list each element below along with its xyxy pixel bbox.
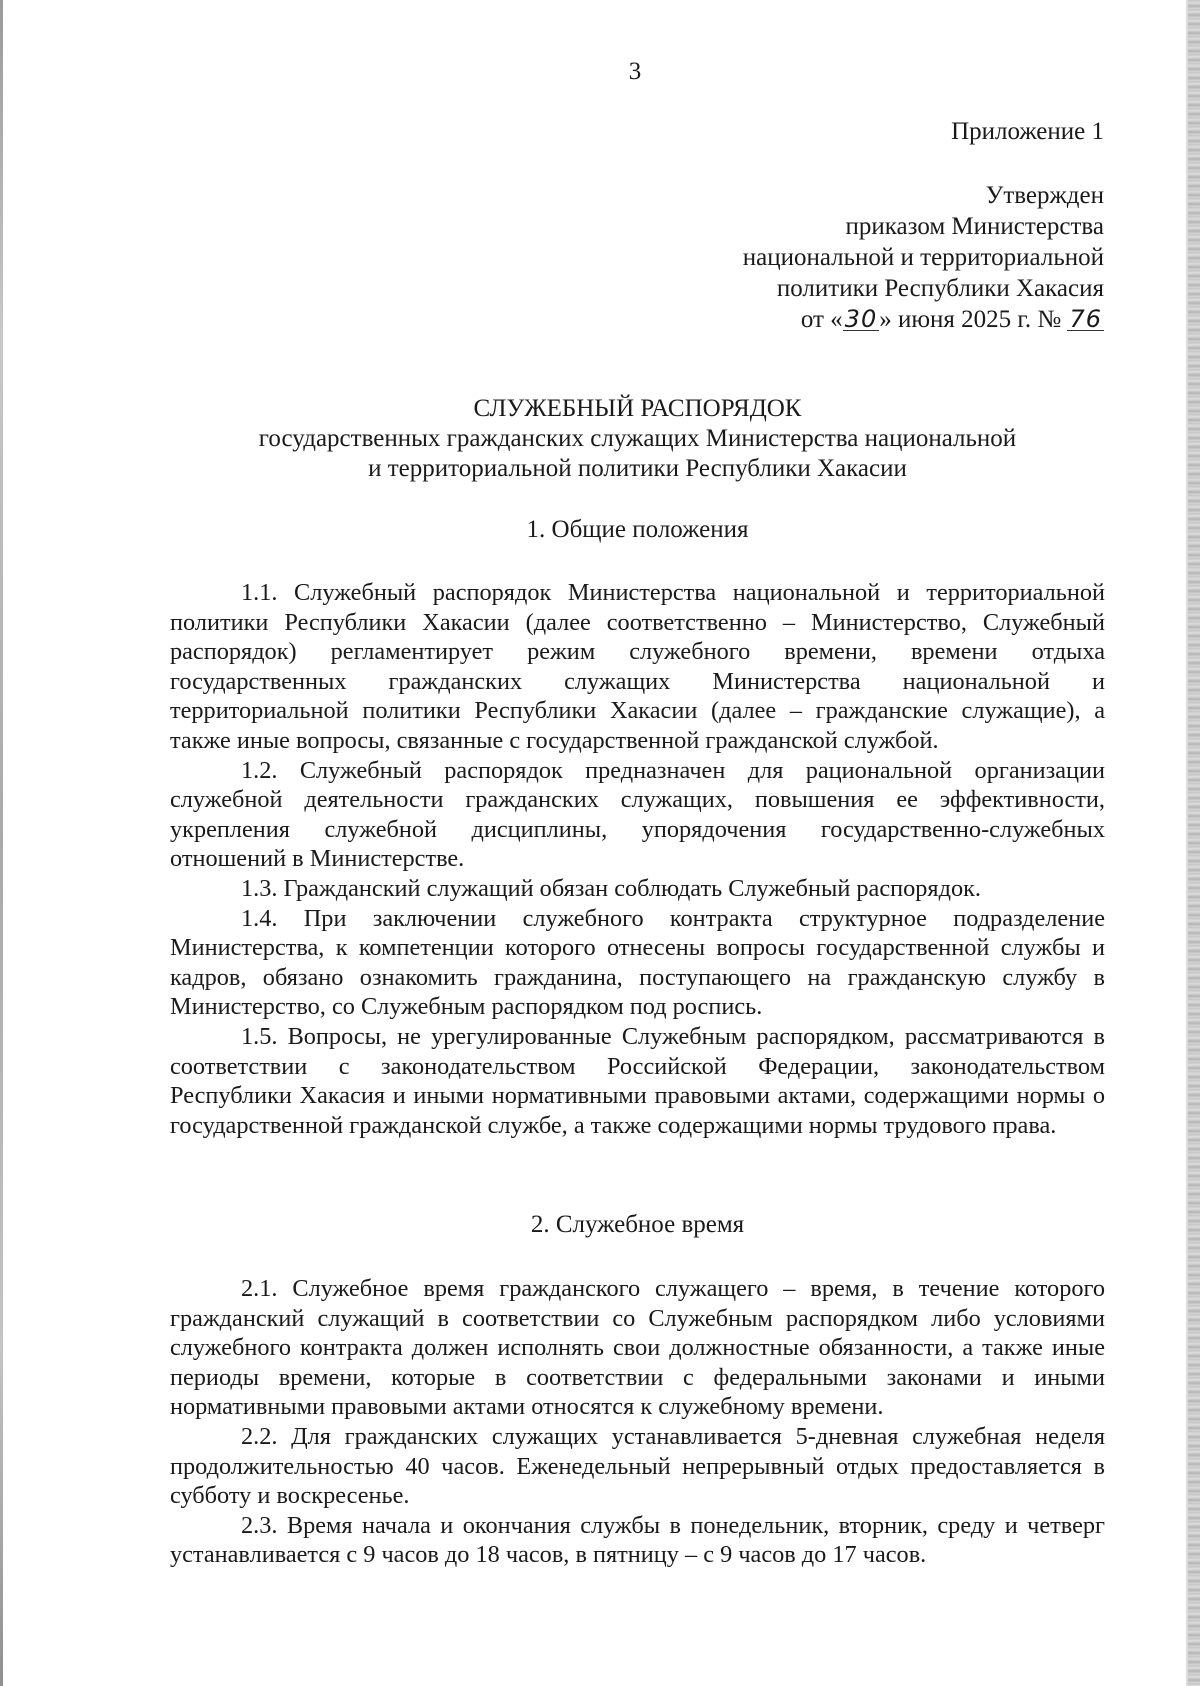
approval-line-3: национальной и территориальной [742,244,1104,271]
approval-line-4: политики Республики Хакасия [776,275,1104,302]
paragraph-1-1: 1.1. Служебный распорядок Министерства национальной и территориальной политики Республики Хакасии (далее соответственно – Министерство, Служебный распорядок) регламентирует режим служебного времени, времени отдыха государственных гражданских служащих Министерства национальной и территориальной политики Республики Хакасии (далее – гражданские служащие), а также иные вопросы, связанные с государственной гражданской службой. [170,579,1105,754]
section-heading-1: 1. Общие положения [526,516,749,543]
handwritten-order-number: 76 [1069,305,1102,333]
paragraph-2-3: 2.3. Время начала и окончания службы в понедельник, вторник, среду и четверг устанавливается с 9 часов до 18 часов, в пятницу – с 9 часов до 17 часов. [170,1511,1105,1569]
title-line-3: и территориальной политики Республики Хакасии [368,455,907,482]
title-line-2: государственных гражданских служащих Министерства национальной [258,425,1017,452]
approval-line-1: Утвержден [985,182,1104,209]
approval-date-line [743,304,1104,335]
paragraph-1-3: 1.3. Гражданский служащий обязан соблюдать Служебный распорядок. [241,874,981,902]
date-middle: » июня 2025 г. № [879,306,1062,333]
date-prefix: от « [800,306,843,333]
handwritten-day: 30 [844,305,878,333]
section-2-body [170,1274,1105,1570]
paragraph-1-5: 1.5. Вопросы, не урегулированные Служебным распорядком, рассматриваются в соответствии с законодательством Российской Федерации, законодательством Республики Хакасия и иными нормативными правовыми актами, содержащими нормы о государственной гражданской службе, а также содержащими нормы трудового права. [170,1022,1105,1139]
paragraph-1-4: 1.4. При заключении служебного контракта структурное подразделение Министерства, к компетенции которого отнесены вопросы государственной службы и кадров, обязано ознакомить гражданина, поступающего на гражданскую службу в Министерство, со Служебным распорядком под роспись. [170,904,1105,1021]
appendix-label: Приложение 1 [951,118,1104,145]
section-heading-2: 2. Служебное время [530,1211,745,1238]
section-1-body [170,578,1105,1140]
paragraph-1-2: 1.2. Служебный распорядок предназначен для рациональной организации служебной деятельности гражданских служащих, повышения ее эффективности, укрепления служебной дисциплины, упорядочения государственно-служебных отношений в Министерстве. [170,756,1105,873]
paragraph-2-2: 2.2. Для гражданских служащих устанавливается 5-дневная служебная неделя продолжительностью 40 часов. Еженедельный непрерывный отдых предоставляется в субботу и воскресенье. [170,1422,1105,1510]
paragraph-2-1: 2.1. Служебное время гражданского служащего – время, в течение которого гражданский служащий в соответствии со Служебным распорядком либо условиями служебного контракта должен исполнять свои должностные обязанности, а также иные периоды времени, которые в соответствии с федеральными законами и иными нормативными правовыми актами относятся к служебному времени. [170,1275,1105,1421]
page-number: 3 [628,58,642,85]
approval-block [743,180,1104,335]
approval-line-2: приказом Министерства [845,213,1104,240]
document-title [170,394,1105,484]
title-line-1: СЛУЖЕБНЫЙ РАСПОРЯДОК [473,395,802,422]
